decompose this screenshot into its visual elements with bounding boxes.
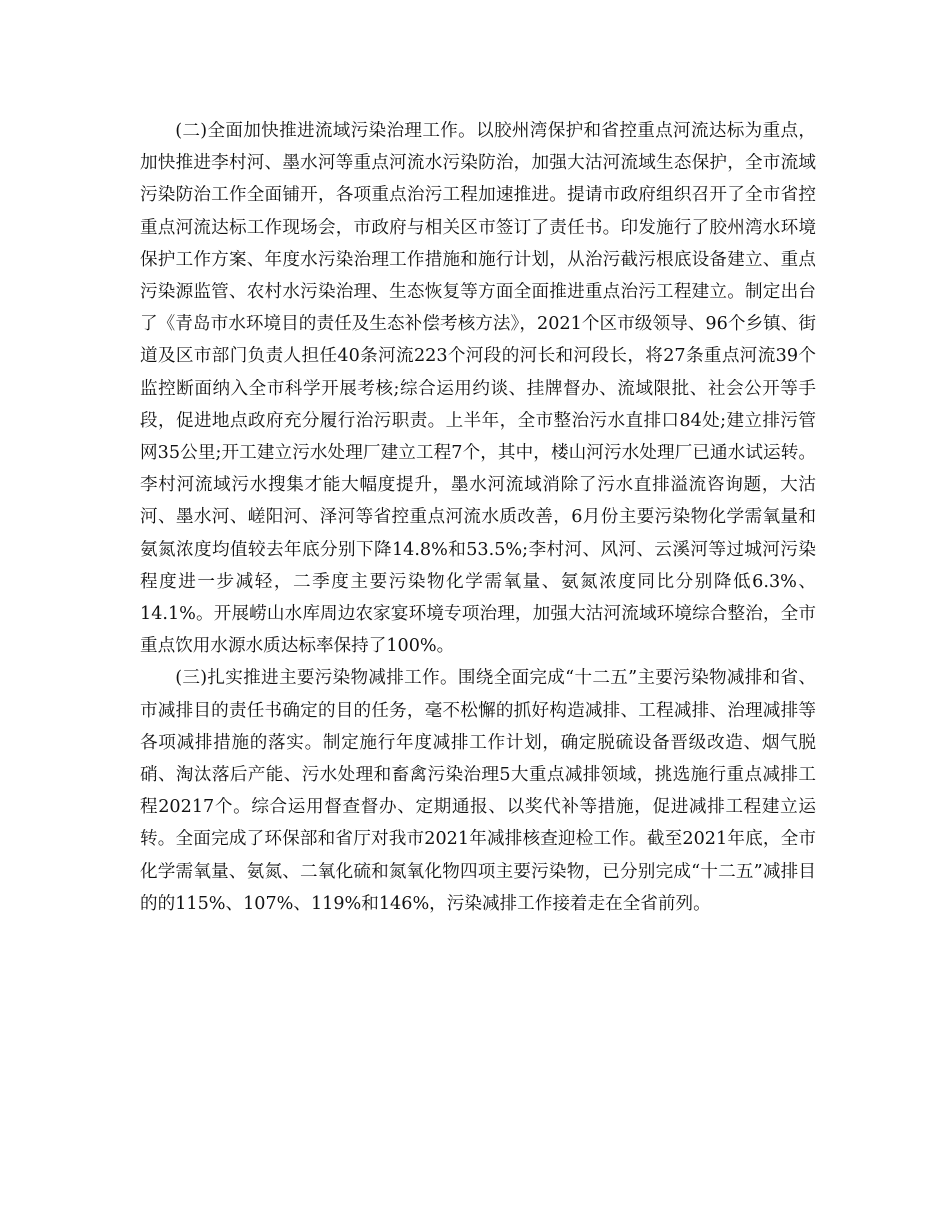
document-body xyxy=(140,115,816,920)
paragraph-river-pollution: (二)全面加快推进流域污染治理工作。以胶州湾保护和省控重点河流达标为重点，加快推进李村河、墨水河等重点河流水污染防治，加强大沽河流域生态保护，全市流域污染防治工作全面铺开，各项重点治污工程加速推进。提请市政府组织召开了全市省控重点河流达标工作现场会，市政府与相关区市签订了责任书。印发施行了胶州湾水环境保护工作方案、年度水污染治理工作措施和施行计划，从治污截污根底设备建立、重点污染源监管、农村水污染治理、生态恢复等方面全面推进重点治污工程建立。制定出台了《青岛市水环境目的责任及生态补偿考核方法》，2021个区市级领导、96个乡镇、街道及区市部门负责人担任40条河流223个河段的河长和河段长，将27条重点河流39个监控断面纳入全市科学开展考核;综合运用约谈、挂牌督办、流域限批、社会公开等手段，促进地点政府充分履行治污职责。上半年，全市整治污水直排口84处;建立排污管网35公里;开工建立污水处理厂建立工程7个，其中，楼山河污水处理厂已通水试运转。李村河流域污水搜集才能大幅度提升，墨水河流域消除了污水直排溢流咨询题，大沽河、墨水河、嵯阳河、泽河等省控重点河流水质改善，6月份主要污染物化学需氧量和氨氮浓度均值较去年底分别下降14.8%和53.5%;李村河、风河、云溪河等过城河污染程度进一步减轻，二季度主要污染物化学需氧量、氨氮浓度同比分别降低6.3%、14.1%。开展崂山水库周边农家宴环境专项治理，加强大沽河流域环境综合整治，全市重点饮用水源水质达标率保持了100%。 xyxy=(140,121,816,657)
paragraph-emission-reduction: (三)扎实推进主要污染物减排工作。围绕全面完成“十二五”主要污染物减排和省、市减排目的责任书确定的目的任务，毫不松懈的抓好构造减排、工程减排、治理减排等各项减排措施的落实。制定施行年度减排工作计划，确定脱硫设备晋级改造、烟气脱硝、淘汰落后产能、污水处理和畜禽污染治理5大重点减排领域，挑选施行重点减排工程20217个。综合运用督查督办、定期通报、以奖代补等措施，促进减排工程建立运转。全面完成了环保部和省厅对我市2021年减排核查迎检工作。截至2021年底，全市化学需氧量、氨氮、二氧化硫和氮氧化物四项主要污染物，已分别完成“十二五”减排目的的115%、107%、119%和146%，污染减排工作接着走在全省前列。 xyxy=(140,668,816,914)
